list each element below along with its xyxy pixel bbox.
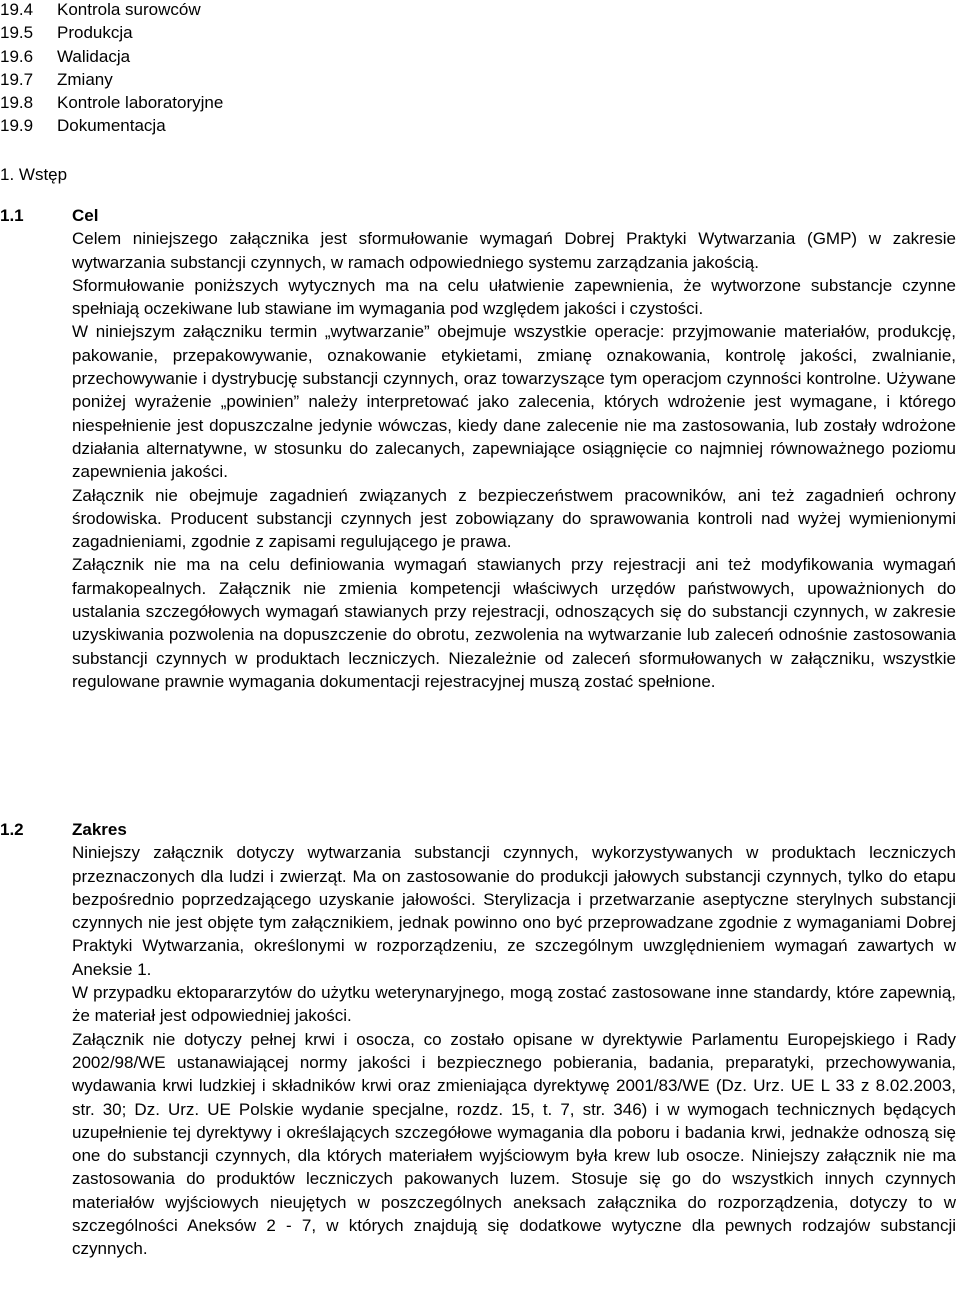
toc-number: 19.8 — [0, 93, 34, 113]
toc-entry[interactable] — [0, 0, 223, 21]
toc-entry[interactable] — [0, 45, 223, 68]
section-heading — [0, 818, 958, 841]
section-heading — [0, 204, 958, 227]
toc-label: Kontrola surowców — [57, 0, 201, 19]
paragraph: Celem niniejszego załącznika jest sformułowanie wymagań Dobrej Praktyki Wytwarzania (GMP) w zakresie wytwarzania substancji czynnych, w ramach odpowiedniego systemu zarządzania jakością. — [72, 229, 956, 272]
chapter-heading: 1. Wstęp — [0, 165, 68, 184]
toc-number: 19.7 — [0, 69, 34, 89]
paragraph: Niniejszy załącznik dotyczy wytwarzania substancji czynnych, wykorzystywanych w produktach leczniczych przeznaczonych dla ludzi i zwierząt. Ma on zastosowanie do produkcji jałowych substancji czynnych, tylko do etapu bezpośrednio poprzedzającego uzyskanie jałowości. Sterylizacja i przetwarzanie aseptyczne sterylnych substancji czynnych nie jest objęte tym załącznikiem, jednak powinno ono być przeprowadzane zgodnie z wymaganiami Dobrej Praktyki Wytwarzania, określonymi w rozporządzeniu, ze szczególnym uwzględnieniem wymagań zawartych w Aneksie 1. — [72, 843, 956, 979]
section-title: Zakres — [72, 820, 127, 839]
paragraph: Załącznik nie dotyczy pełnej krwi i osocza, co zostało opisane w dyrektywie Parlamentu Europejskiego i Rady 2002/98/WE ustanawiającej normy jakości i bezpiecznego pobierania, badania, preparatyki, przechowywania, wydawania krwi ludzkiej i składników krwi oraz zmieniająca dyrektywę 2001/83/WE (Dz. Urz. UE L 33 z 8.02.2003, str. 30; Dz. Urz. UE Polskie wydanie specjalne, rozdz. 15, t. 7, str. 346) i w wymogach technicznych będących uzupełnienie tej dyrektywy i określających szczegółowe wymagania dla poboru i badania krwi, jednakże odnoszą się one do substancji czynnych, dla których materiałem wyjściowym była krew lub osocze. Niniejszy załącznik nie ma zastosowania do produktów leczniczych pakowanych luzem. Stosuje się go do wszystkich innych czynnych materiałów wyjściowych nieujętych w poszczególnych aneksach załącznika do rozporządzenia, dotyczy to w szczególności Aneksów 2 - 7, w których znajdują się dodatkowe wytyczne dla pewnych rodzajów substancji czynnych. — [72, 1029, 956, 1259]
paragraph: Sformułowanie poniższych wytycznych ma na celu ułatwienie zapewnienia, że wytworzone substancje czynne spełniają oczekiwane lub stawiane im wymagania pod względem jakości i czystości. — [72, 275, 956, 319]
paragraph: Załącznik nie obejmuje zagadnień związanych z bezpieczeństwem pracowników, ani też zagadnień ochrony środowiska. Producent substancji czynnych jest zobowiązany do sprawowania kontroli nad wyżej wymienionymi zagadnieniami, zgodnie z zapisami regulującego je prawa. — [72, 485, 956, 552]
toc-label: Produkcja — [57, 23, 133, 43]
toc-number: 19.9 — [0, 116, 34, 136]
toc-label: Walidacja — [57, 46, 131, 66]
toc-number: 19.4 — [0, 0, 34, 19]
toc-entry[interactable] — [0, 68, 223, 91]
section-1-2 — [0, 818, 958, 1261]
toc-label: Zmiany — [57, 69, 113, 89]
section-title: Cel — [72, 206, 99, 225]
toc-label: Kontrole laboratoryjne — [57, 93, 224, 113]
section-1-1 — [0, 204, 958, 693]
section-number: 1.1 — [0, 206, 24, 225]
section-body — [72, 841, 956, 1260]
section-body — [72, 227, 956, 693]
paragraph: W przypadku ektopararzytów do użytku weterynaryjnego, mogą zostać zastosowane inne standardy, które zapewnią, że materiał jest odpowiedniej jakości. — [72, 983, 956, 1026]
table-of-contents — [0, 0, 223, 138]
toc-label: Dokumentacja — [57, 116, 166, 136]
toc-number: 19.6 — [0, 46, 34, 66]
toc-entry[interactable] — [0, 91, 223, 114]
paragraph: W niniejszym załączniku termin „wytwarzanie” obejmuje wszystkie operacje: przyjmowanie materiałów, produkcję, pakowanie, przepakowywanie, oznakowanie etykietami, zmianę oznakowania, kontrolę jakości, zwalnianie, przechowywanie i dystrybucję substancji czynnych, oraz towarzyszące tym operacjom czynności kontrolne. Używane poniżej wyrażenie „powinien” należy interpretować jako zalecenia, których wdrożenie jest wymagane, i którego niespełnienie jest dopuszczalne jedynie wówczas, kiedy dane zalecenie nie ma zastosowania, lub zostały wdrożone działania alternatywne, w stosunku do zalecanych, zapewniające osiągnięcie co najmniej równoważnego poziomu zapewnienia jakości. — [72, 322, 956, 482]
section-number: 1.2 — [0, 820, 24, 839]
toc-entry[interactable] — [0, 114, 223, 137]
toc-number: 19.5 — [0, 23, 34, 43]
toc-entry[interactable] — [0, 21, 223, 44]
paragraph: Załącznik nie ma na celu definiowania wymagań stawianych przy rejestracji ani też modyfikowania wymagań farmakopealnych. Załącznik nie zmienia kompetencji właściwych urzędów państwowych, upoważnionych do ustalania szczegółowych wymagań stawianych przy rejestracji, odnoszących się do substancji czynnych, w zakresie uzyskiwania pozwolenia na dopuszczenie do obrotu, zezwolenia na wytwarzanie lub zaleceń odnośnie zastosowania substancji czynnych w produktach leczniczych. Niezależnie od zaleceń sformułowanych w załączniku, wszystkie regulowane prawnie wymagania dokumentacji rejestracyjnej muszą zostać spełnione. — [72, 555, 956, 691]
